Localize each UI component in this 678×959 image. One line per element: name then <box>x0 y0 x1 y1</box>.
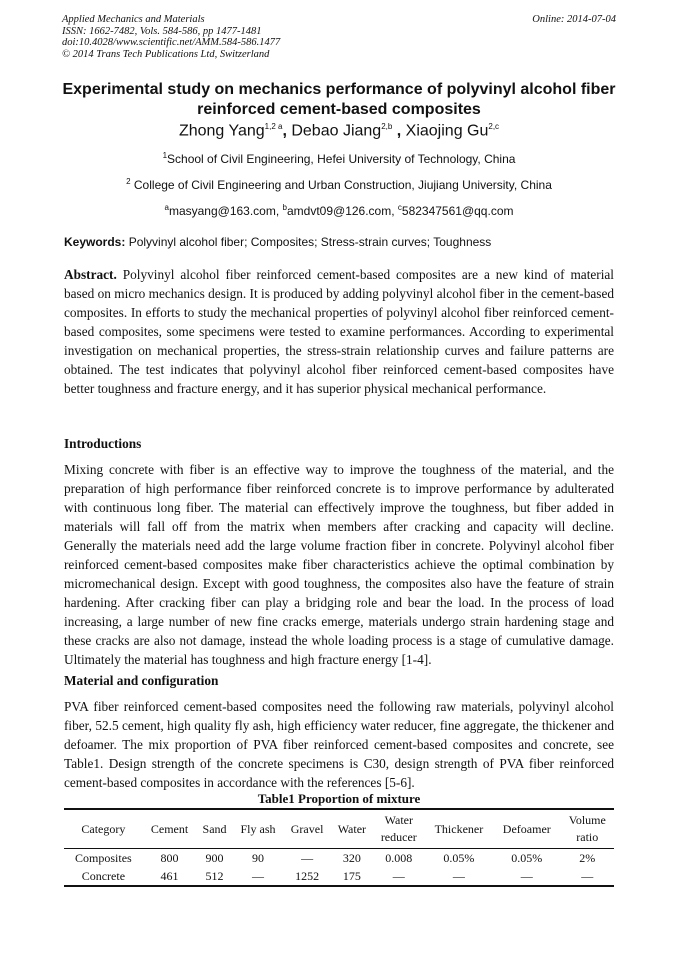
email-sup: c <box>397 203 402 212</box>
table-cell: — <box>581 869 594 883</box>
table-caption: Table1 Proportion of mixture <box>257 791 421 806</box>
column-header <box>143 809 197 849</box>
table-cell: 461 <box>160 869 179 883</box>
section-body: PVA fiber reinforced cement-based composites need the following raw materials, polyvinyl alcohol fiber, 52.5 cement, high quality fly ash, high efficiency water reducer, fine aggregate, the thickener and defoamer. The mix proportion of PVA fiber reinforced cement-based composites and concrete, see Table1. Design strength of the concrete specimens is C30, design strength of PVA fiber reinforced cement-based composites in accordance with the references [5-6]. <box>64 699 614 790</box>
column-header-text: Cement <box>150 821 189 836</box>
keywords <box>64 235 491 249</box>
authors: Zhong Yang$^{1,2 a}$, Debao Jiang$^{2,b}$ , Xiaojing Gu$^{2,c}$ <box>178 122 500 140</box>
doi: doi:10.4028/www.scientific.net/AMM.584-586.1477 <box>62 37 281 48</box>
journal-header <box>62 14 280 60</box>
emails <box>40 203 638 218</box>
paper-title: Experimental study on mechanics performance of polyvinyl alcohol fiber reinforced cement-based composites <box>62 81 616 118</box>
column-header <box>283 809 331 849</box>
column-header-text: ratio <box>576 830 599 844</box>
table-cell: 320 <box>342 851 361 865</box>
issn: ISSN: 1662-7482, Vols. 584-586, pp 1477-1481 <box>62 25 262 37</box>
column-header <box>196 809 232 849</box>
table-cell: — <box>392 869 405 883</box>
column-header <box>64 809 143 849</box>
table-cell: 512 <box>205 869 224 883</box>
author-sup: 2,b <box>381 122 393 131</box>
table-cell: — <box>252 869 264 883</box>
column-header-text: Defoamer <box>502 821 551 836</box>
aff-text: College of Civil Engineering and Urban Construction, Jiujiang University, China <box>133 178 552 192</box>
email-sup: a <box>164 203 169 212</box>
author-name: Debao Jiang <box>291 122 382 140</box>
online-date: Online: 2014-07-04 <box>532 14 616 25</box>
mixture-table <box>64 808 614 887</box>
table-cell: 0.008 <box>385 851 413 865</box>
affiliation <box>40 177 638 192</box>
table-cell: — <box>301 851 314 865</box>
column-header <box>561 809 614 849</box>
table-cell: 2% <box>579 851 596 865</box>
email[interactable]: 582347561@qq.com <box>401 204 514 218</box>
column-header-text: Gravel <box>290 821 324 836</box>
aff-sup: 2 <box>126 177 131 186</box>
table-cell: 175 <box>342 869 361 883</box>
section-heading: Introductions <box>64 436 142 451</box>
affiliation <box>40 151 638 166</box>
column-header <box>331 809 373 849</box>
column-header <box>233 809 284 849</box>
email[interactable]: amdvt09@126.com, <box>286 204 398 218</box>
column-header <box>493 809 560 849</box>
column-header-text: Water <box>337 821 367 836</box>
column-header-text: Sand <box>202 821 227 836</box>
email[interactable]: masyang@163.com, <box>168 204 283 218</box>
column-header-text: Fly ash <box>240 821 276 836</box>
table-row <box>64 867 614 886</box>
abstract-text: Polyvinyl alcohol fiber reinforced cement-based composites are a new kind of material based on micro mechanics design. It is produced by adding polyvinyl alcohol fiber in the cement-based composites. In efforts to study the mechanical properties of polyvinyl alcohol fiber reinforced cement-based composites, some specimens were tested to examine performances. According to experimental investigation on mechanical properties, the stress-strain relationship curves and failure patterns are obtained. The test indicates that polyvinyl alcohol fiber reinforced cement-based composites have better toughness and fracture energy, and it has superior physical mechanical performance. <box>64 267 615 396</box>
section-heading: Material and configuration <box>64 673 219 688</box>
column-header-text: Category <box>81 821 126 836</box>
table-cell: 800 <box>160 851 179 865</box>
keywords-label: Keywords: <box>64 235 126 249</box>
section-body: Mixing concrete with fiber is an effective way to improve the toughness of the material, and the preparation of high performance fiber reinforced concrete is to improve performance by adulterated with continuous long fiber. The material can effectively improve the toughness, but fiber added in materials will fall off from the matrix when members after cracking and capacity will decline. Generally the materials need add the large volume fraction fiber in concrete. Polyvinyl alcohol fiber reinforced cement-based composites make fiber characteristics achieve the optimal combination by micromechanical design. Except with good toughness, the composites also have the feature of strain hardening. After cracking fiber can play a bridging role and bear the load. In the process of load increasing, a large number of new fine cracks emerge, materials undergo strain hardening stage and these cracks are also not damage, instead the whole loading process is a stage of cumulative damage. Ultimately the material has toughness and high fracture energy [1-4]. <box>64 462 614 667</box>
keywords-text: Polyvinyl alcohol fiber; Composites; Stress-strain curves; Toughness <box>128 235 492 249</box>
table-cell: 90 <box>252 851 264 865</box>
author-sup: 1,2 a <box>264 122 283 131</box>
table-header-row <box>64 809 614 849</box>
table-cell: 900 <box>205 851 224 865</box>
table-cell: 1252 <box>295 869 320 883</box>
column-header-text: Volume <box>568 813 606 827</box>
column-header-text: Water <box>384 813 413 827</box>
journal-name: Applied Mechanics and Materials <box>62 14 205 25</box>
aff-sup: 1 <box>162 151 168 160</box>
table-cell: Concrete <box>81 869 126 883</box>
column-header <box>373 809 425 849</box>
abstract-label: Abstract. <box>64 267 117 282</box>
column-header-text: Thickener <box>434 821 484 836</box>
column-header-text: reducer <box>380 830 417 844</box>
author-name: Zhong Yang <box>178 122 265 140</box>
copyright: © 2014 Trans Tech Publications Ltd, Switzerland <box>62 48 270 60</box>
table-cell: — <box>520 869 533 883</box>
table-cell: — <box>452 869 465 883</box>
aff-text: School of Civil Engineering, Hefei University of Technology, China <box>167 152 516 166</box>
table-cell: 0.05% <box>511 851 543 865</box>
column-header <box>425 809 493 849</box>
abstract <box>64 265 614 398</box>
table-row <box>64 849 614 868</box>
email-sup: b <box>282 203 287 212</box>
table-cell: 0.05% <box>443 851 475 865</box>
author-sup: 2,c <box>488 122 500 131</box>
author-name: Xiaojing Gu <box>405 122 489 140</box>
table-cell: Composites <box>75 851 132 865</box>
